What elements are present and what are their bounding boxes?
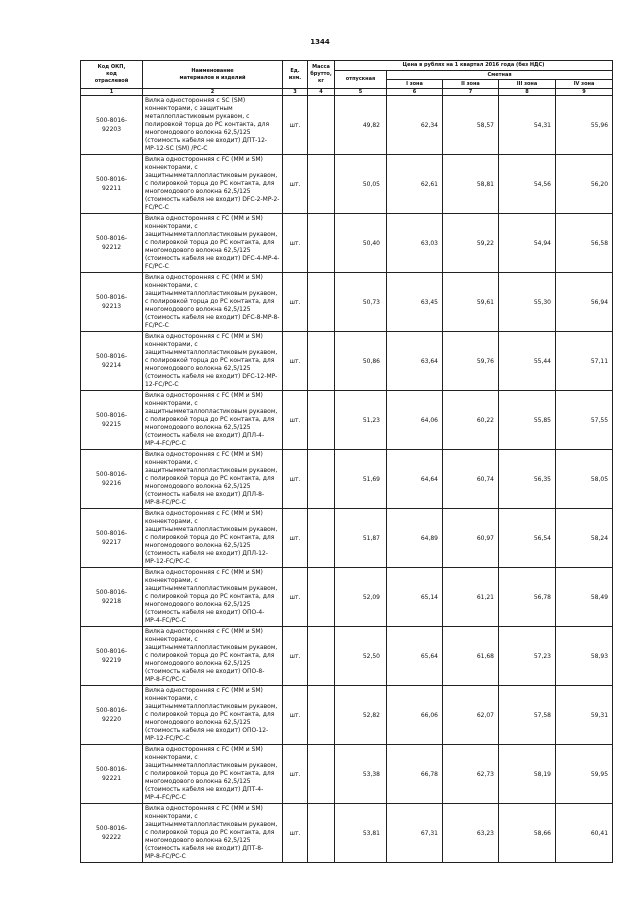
zone-2-price: 60,74	[443, 450, 499, 509]
header-mass-line-3: кг	[317, 78, 324, 84]
header-name	[143, 61, 283, 89]
zone-3-price: 54,31	[499, 96, 556, 155]
zone-3-price: 56,54	[499, 509, 556, 568]
product-code-line: 500-8016-	[95, 766, 128, 773]
column-number: 9	[556, 89, 613, 96]
product-code	[81, 568, 143, 627]
unit-of-measure: шт.	[283, 804, 308, 863]
zone-1-price: 62,34	[387, 96, 443, 155]
product-code	[81, 804, 143, 863]
product-code-line: 92214	[101, 362, 122, 369]
unit-of-measure: шт.	[283, 155, 308, 214]
product-name: Вилка односторонняя с FC (MM и SM) коннекторами, с защитнымметаллопластиковым рукавом, с полировкой торца до РС контакта, для многомодового волокна 62,5/125 (стоимость кабеля не входит) DFC-2-MP-2-FC/PC-C	[143, 155, 283, 214]
product-code-line: 500-8016-	[95, 648, 128, 655]
unit-of-measure: шт.	[283, 568, 308, 627]
zone-1-price: 65,64	[387, 627, 443, 686]
zone-3-price: 58,66	[499, 804, 556, 863]
zone-4-price: 58,49	[556, 568, 613, 627]
unit-of-measure: шт.	[283, 745, 308, 804]
header-zone-1: I зона	[387, 80, 443, 89]
gross-mass	[308, 627, 335, 686]
product-code-line: 92221	[101, 775, 122, 782]
column-number: 1	[81, 89, 143, 96]
product-code-line: 500-8016-	[95, 412, 128, 419]
product-name: Вилка односторонняя с FC (MM и SM) коннекторами, с защитнымметаллопластиковым рукавом, с полировкой торца до РС контакта, для многомодового волокна 62,5/125 (стоимость кабеля не входит) ДПТ-8-МР-8-FC/PC-C	[143, 804, 283, 863]
release-price: 50,73	[335, 273, 387, 332]
product-code-line: 500-8016-	[95, 353, 128, 360]
zone-4-price: 56,94	[556, 273, 613, 332]
table-row	[81, 273, 613, 332]
zone-4-price: 59,95	[556, 745, 613, 804]
column-number: 2	[143, 89, 283, 96]
product-code-line: 500-8016-	[95, 235, 128, 242]
product-code-line: 92213	[101, 303, 122, 310]
zone-4-price: 57,55	[556, 391, 613, 450]
column-number: 4	[308, 89, 335, 96]
product-code-line: 92216	[101, 480, 122, 487]
zone-1-price: 63,03	[387, 214, 443, 273]
product-code-line: 500-8016-	[95, 294, 128, 301]
release-price: 50,05	[335, 155, 387, 214]
zone-2-price: 59,76	[443, 332, 499, 391]
release-price: 51,69	[335, 450, 387, 509]
product-code	[81, 332, 143, 391]
header-price-title: Цена в рублях на 1 квартал 2016 года (без НДС)	[335, 61, 613, 71]
release-price: 52,50	[335, 627, 387, 686]
header-unit-line-2: изм.	[288, 74, 302, 81]
product-name: Вилка односторонняя с SC (SM) коннекторами, с защитным металлопластиковым рукавом, с полировкой торца до РС контакта, для многомодового волокна 62,5/125 (стоимость кабеля не входит) ДПТ-12-МР-12-SC (SM) /PC-C	[143, 96, 283, 155]
zone-2-price: 63,23	[443, 804, 499, 863]
product-code-line: 92219	[101, 657, 122, 664]
gross-mass	[308, 391, 335, 450]
product-name: Вилка односторонняя с FC (MM и SM) коннекторами, с защитнымметаллопластиковым рукавом, с полировкой торца до РС контакта, для многомодового волокна 62,5/125 (стоимость кабеля не входит) DFC-12-MP-12-FC/PC-C	[143, 332, 283, 391]
zone-1-price: 66,78	[387, 745, 443, 804]
product-code-line: 500-8016-	[95, 117, 128, 124]
zone-1-price: 64,89	[387, 509, 443, 568]
product-name: Вилка односторонняя с FC (MM и SM) коннекторами, с защитнымметаллопластиковым рукавом, с полировкой торца до РС контакта, для многомодового волокна 62,5/125 (стоимость кабеля не входит) DFC-8-MP-8-FC/PC-C	[143, 273, 283, 332]
table-row	[81, 686, 613, 745]
header-mass-line-1: Масса	[312, 64, 330, 70]
zone-2-price: 62,73	[443, 745, 499, 804]
release-price: 52,09	[335, 568, 387, 627]
gross-mass	[308, 686, 335, 745]
zone-1-price: 65,14	[387, 568, 443, 627]
release-price: 51,87	[335, 509, 387, 568]
table-row	[81, 155, 613, 214]
zone-3-price: 57,23	[499, 627, 556, 686]
header-mass-line-2: брутто,	[310, 71, 332, 77]
zone-3-price: 55,85	[499, 391, 556, 450]
zone-3-price: 55,30	[499, 273, 556, 332]
column-number: 3	[283, 89, 308, 96]
zone-1-price: 64,64	[387, 450, 443, 509]
table-body	[81, 96, 613, 863]
release-price: 50,40	[335, 214, 387, 273]
header-name-line-2: материалов и изделий	[179, 74, 246, 81]
zone-4-price: 56,20	[556, 155, 613, 214]
zone-4-price: 57,11	[556, 332, 613, 391]
release-price: 53,38	[335, 745, 387, 804]
product-code-line: 92211	[101, 185, 122, 192]
zone-4-price: 59,31	[556, 686, 613, 745]
zone-2-price: 60,22	[443, 391, 499, 450]
zone-1-price: 62,61	[387, 155, 443, 214]
header-release: отпускная	[335, 71, 387, 89]
zone-3-price: 56,35	[499, 450, 556, 509]
table-row	[81, 568, 613, 627]
header-code-line-2: код	[106, 71, 117, 77]
table-row	[81, 214, 613, 273]
zone-3-price: 54,94	[499, 214, 556, 273]
zone-1-price: 66,06	[387, 686, 443, 745]
header-unit	[283, 61, 308, 89]
product-name: Вилка односторонняя с FC (MM и SM) коннекторами, с защитнымметаллопластиковым рукавом, с полировкой торца до РС контакта, для многомодового волокна 62,5/125 (стоимость кабеля не входит) ДПЛ-12-МР-12-FC/PC-C	[143, 509, 283, 568]
unit-of-measure: шт.	[283, 627, 308, 686]
gross-mass	[308, 332, 335, 391]
unit-of-measure: шт.	[283, 686, 308, 745]
header-code	[81, 61, 143, 89]
table-row	[81, 332, 613, 391]
zone-2-price: 61,68	[443, 627, 499, 686]
zone-1-price: 67,31	[387, 804, 443, 863]
zone-4-price: 58,05	[556, 450, 613, 509]
product-name: Вилка односторонняя с FC (MM и SM) коннекторами, с защитнымметаллопластиковым рукавом, с полировкой торца до РС контакта, для многомодового волокна 62,5/125 (стоимость кабеля не входит) ОПО-12-МР-12-FC/PC-C	[143, 686, 283, 745]
zone-3-price: 55,44	[499, 332, 556, 391]
header-mass	[308, 61, 335, 89]
product-code-line: 92212	[101, 244, 122, 251]
product-code-line: 92220	[101, 716, 122, 723]
product-code-line: 92222	[101, 834, 122, 841]
gross-mass	[308, 214, 335, 273]
zone-3-price: 57,58	[499, 686, 556, 745]
table-row	[81, 450, 613, 509]
product-code-line: 500-8016-	[95, 471, 128, 478]
zone-1-price: 64,06	[387, 391, 443, 450]
product-code	[81, 745, 143, 804]
product-code-line: 92218	[101, 598, 122, 605]
product-code	[81, 627, 143, 686]
zone-4-price: 60,41	[556, 804, 613, 863]
product-name: Вилка односторонняя с FC (MM и SM) коннекторами, с защитнымметаллопластиковым рукавом, с полировкой торца до РС контакта, для многомодового волокна 62,5/125 (стоимость кабеля не входит) ДПЛ-4-МР-4-FC/PC-C	[143, 391, 283, 450]
product-code-line: 92203	[101, 126, 122, 133]
header-zone-2: II зона	[443, 80, 499, 89]
product-name: Вилка односторонняя с FC (MM и SM) коннекторами, с защитнымметаллопластиковым рукавом, с полировкой торца до РС контакта, для многомодового волокна 62,5/125 (стоимость кабеля не входит) ДПТ-4-МР-4-FC/PC-C	[143, 745, 283, 804]
table-row	[81, 804, 613, 863]
gross-mass	[308, 745, 335, 804]
table-row	[81, 627, 613, 686]
column-number: 8	[499, 89, 556, 96]
product-code-line: 92217	[101, 539, 122, 546]
zone-3-price: 54,56	[499, 155, 556, 214]
product-code	[81, 96, 143, 155]
column-number: 6	[387, 89, 443, 96]
product-code	[81, 155, 143, 214]
product-code	[81, 391, 143, 450]
product-name: Вилка односторонняя с FC (MM и SM) коннекторами, с защитнымметаллопластиковым рукавом, с полировкой торца до РС контакта, для многомодового волокна 62,5/125 (стоимость кабеля не входит) DFC-4-MP-4-FC/PC-C	[143, 214, 283, 273]
zone-2-price: 62,07	[443, 686, 499, 745]
zone-2-price: 61,21	[443, 568, 499, 627]
header-zone-3: III зона	[499, 80, 556, 89]
zone-4-price: 56,58	[556, 214, 613, 273]
product-name: Вилка односторонняя с FC (MM и SM) коннекторами, с защитнымметаллопластиковым рукавом, с полировкой торца до РС контакта, для многомодового волокна 62,5/125 (стоимость кабеля не входит) ОПО-4-МР-4-FC/PC-C	[143, 568, 283, 627]
unit-of-measure: шт.	[283, 214, 308, 273]
header-name-line-1: Наименование	[191, 67, 234, 74]
product-code-line: 500-8016-	[95, 825, 128, 832]
release-price: 51,23	[335, 391, 387, 450]
table-row	[81, 96, 613, 155]
product-code	[81, 509, 143, 568]
unit-of-measure: шт.	[283, 391, 308, 450]
header-unit-line-1: Ед.	[290, 67, 300, 74]
header-code-line-1: Код ОКП,	[97, 64, 126, 70]
product-name: Вилка односторонняя с FC (MM и SM) коннекторами, с защитнымметаллопластиковым рукавом, с полировкой торца до РС контакта, для многомодового волокна 62,5/125 (стоимость кабеля не входит) ОПО-8-МР-8-FC/PC-C	[143, 627, 283, 686]
zone-4-price: 58,24	[556, 509, 613, 568]
zone-2-price: 58,81	[443, 155, 499, 214]
gross-mass	[308, 155, 335, 214]
gross-mass	[308, 804, 335, 863]
zone-3-price: 56,78	[499, 568, 556, 627]
product-code	[81, 686, 143, 745]
header-zone-4: IV зона	[556, 80, 613, 89]
zone-2-price: 60,97	[443, 509, 499, 568]
unit-of-measure: шт.	[283, 332, 308, 391]
product-code-line: 500-8016-	[95, 707, 128, 714]
gross-mass	[308, 509, 335, 568]
gross-mass	[308, 273, 335, 332]
product-code-line: 500-8016-	[95, 530, 128, 537]
release-price: 53,81	[335, 804, 387, 863]
zone-1-price: 63,45	[387, 273, 443, 332]
product-code-line: 92215	[101, 421, 122, 428]
zone-4-price: 55,96	[556, 96, 613, 155]
release-price: 49,82	[335, 96, 387, 155]
gross-mass	[308, 450, 335, 509]
column-number: 5	[335, 89, 387, 96]
zone-2-price: 59,22	[443, 214, 499, 273]
column-number: 7	[443, 89, 499, 96]
table-row	[81, 745, 613, 804]
zone-4-price: 58,93	[556, 627, 613, 686]
unit-of-measure: шт.	[283, 273, 308, 332]
page-number: 1344	[310, 38, 330, 46]
unit-of-measure: шт.	[283, 509, 308, 568]
table-row	[81, 391, 613, 450]
unit-of-measure: шт.	[283, 450, 308, 509]
zone-3-price: 58,19	[499, 745, 556, 804]
product-name: Вилка односторонняя с FC (MM и SM) коннекторами, с защитнымметаллопластиковым рукавом, с полировкой торца до РС контакта, для многомодового волокна 62,5/125 (стоимость кабеля не входит) ДПЛ-8-МР-8-FC/PC-C	[143, 450, 283, 509]
header-estimate: Сметная	[387, 71, 613, 80]
product-code-line: 500-8016-	[95, 176, 128, 183]
unit-of-measure: шт.	[283, 96, 308, 155]
product-code	[81, 214, 143, 273]
release-price: 50,86	[335, 332, 387, 391]
zone-2-price: 58,57	[443, 96, 499, 155]
header-code-line-3: отраслевой	[94, 78, 129, 84]
price-table	[80, 60, 613, 863]
gross-mass	[308, 96, 335, 155]
zone-2-price: 59,61	[443, 273, 499, 332]
product-code	[81, 273, 143, 332]
product-code-line: 500-8016-	[95, 589, 128, 596]
release-price: 52,82	[335, 686, 387, 745]
table-row	[81, 509, 613, 568]
product-code	[81, 450, 143, 509]
zone-1-price: 63,64	[387, 332, 443, 391]
gross-mass	[308, 568, 335, 627]
